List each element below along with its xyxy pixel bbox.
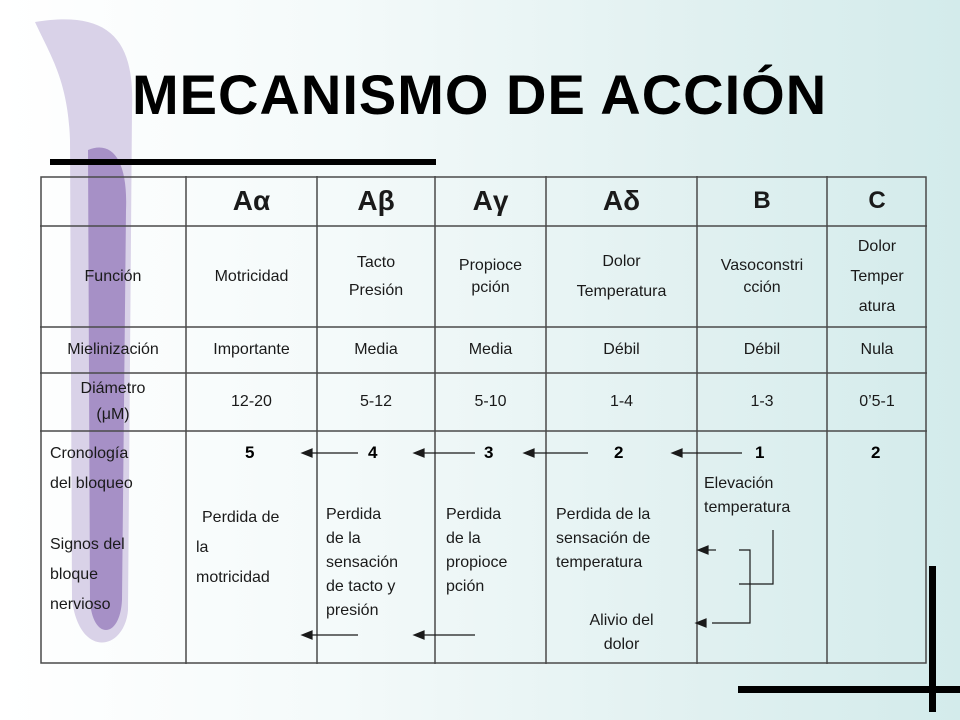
header-a-delta: Aδ [602,185,641,216]
signs-a-beta-line4: de tacto y [326,578,396,595]
diametro-a-alpha: 12-20 [231,393,272,410]
mielinizacion-a-alpha: Importante [213,341,290,358]
signs-label [50,530,125,620]
funcion-c-line2: Temper [850,267,904,285]
header-c: C [868,187,886,214]
funcion-a-beta [317,226,435,327]
row-label-diametro [40,373,186,431]
funcion-a-gamma-line2: pción [471,278,510,296]
funcion-a-gamma-line1: Propioce [458,256,523,274]
signs-a-gamma-line2: de la [446,530,481,547]
funcion-a-beta-line1: Tacto [356,253,396,271]
funcion-c-line1: Dolor [857,237,897,255]
funcion-a-beta-line2: Presión [348,281,404,299]
signs-a-gamma-line3: propioce [446,554,508,571]
signs-a-delta-relief-line1: Alivio del [589,612,654,629]
signs-a-delta-line1: Perdida de la [556,506,651,523]
diametro-label-line1: Diámetro [80,380,146,397]
funcion-c [827,226,927,327]
diametro-a-delta: 1-4 [609,393,634,410]
signs-label-line1: Signos del [50,536,125,553]
diametro-b: 1-3 [750,393,774,410]
mielinizacion-a-gamma: Media [468,341,513,358]
funcion-a-gamma [435,226,546,327]
funcion-b [697,226,827,327]
order-a-alpha: 5 [245,443,255,462]
mielinizacion-b: Débil [743,341,781,358]
signs-b-line2: temperatura [704,499,791,516]
order-a-gamma: 3 [484,443,494,462]
signs-a-delta-relief [546,609,697,657]
signs-a-beta [326,503,398,623]
mechanism-table [40,176,927,664]
order-a-delta: 2 [614,443,624,462]
mielinizacion-c: Nula [860,341,894,358]
signs-a-beta-line5: presión [326,602,379,619]
signs-label-line3: nervioso [50,596,111,613]
chronology-label [50,439,133,499]
signs-b [704,472,790,520]
diametro-c: 0’5-1 [859,393,895,410]
signs-a-gamma [446,503,507,599]
funcion-a-delta-line2: Temperatura [576,282,667,300]
page-title: MECANISMO DE ACCIÓN [132,63,828,126]
funcion-a-delta [546,226,697,327]
corner-rule-horizontal [738,686,960,693]
funcion-a-alpha [186,226,317,327]
signs-a-delta [556,503,650,575]
signs-a-alpha-line3: motricidad [196,569,270,586]
signs-a-alpha-line2: la [196,539,209,556]
order-a-beta: 4 [368,443,378,462]
funcion-b-line2: cción [743,278,781,296]
signs-a-alpha [196,503,279,593]
chronology-label-line1: Cronología [50,445,129,462]
mielinizacion-a-delta: Débil [603,341,640,358]
signs-a-gamma-line4: pción [446,578,485,595]
signs-a-beta-line1: Perdida [326,506,382,523]
diametro-a-beta: 5-12 [359,393,393,410]
signs-a-beta-line3: sensación [326,554,399,571]
diametro-label-line2: (μM) [96,406,130,423]
signs-a-delta-line3: temperatura [556,554,643,571]
signs-a-beta-line2: de la [326,530,361,547]
signs-a-gamma-line1: Perdida [446,506,502,523]
signs-b-line1: Elevación [704,475,774,492]
signs-label-line2: bloque [50,566,99,583]
chronology-label-line2: del bloqueo [50,475,133,492]
signs-a-alpha-line1: Perdida de [202,509,280,526]
header-a-alpha: Aα [232,185,271,216]
mielinizacion-a-beta: Media [354,341,398,358]
funcion-a-delta-line1: Dolor [602,252,641,270]
funcion-c-line3: atura [858,297,896,315]
title-underline [50,159,436,165]
signs-a-delta-line2: sensación de [556,530,651,547]
row-label-mielinizacion: Mielinización [67,341,159,358]
funcion-b-line1: Vasoconstri [720,256,804,274]
order-c: 2 [871,443,881,462]
header-a-gamma: Aγ [472,185,509,216]
diametro-a-gamma: 5-10 [474,393,507,410]
order-b: 1 [755,443,765,462]
funcion-a-alpha-text: Motricidad [214,267,289,285]
header-b: B [753,187,771,214]
signs-a-delta-relief-line2: dolor [603,636,640,653]
row-label-funcion: Función [84,267,142,285]
header-a-beta: Aβ [357,185,395,216]
